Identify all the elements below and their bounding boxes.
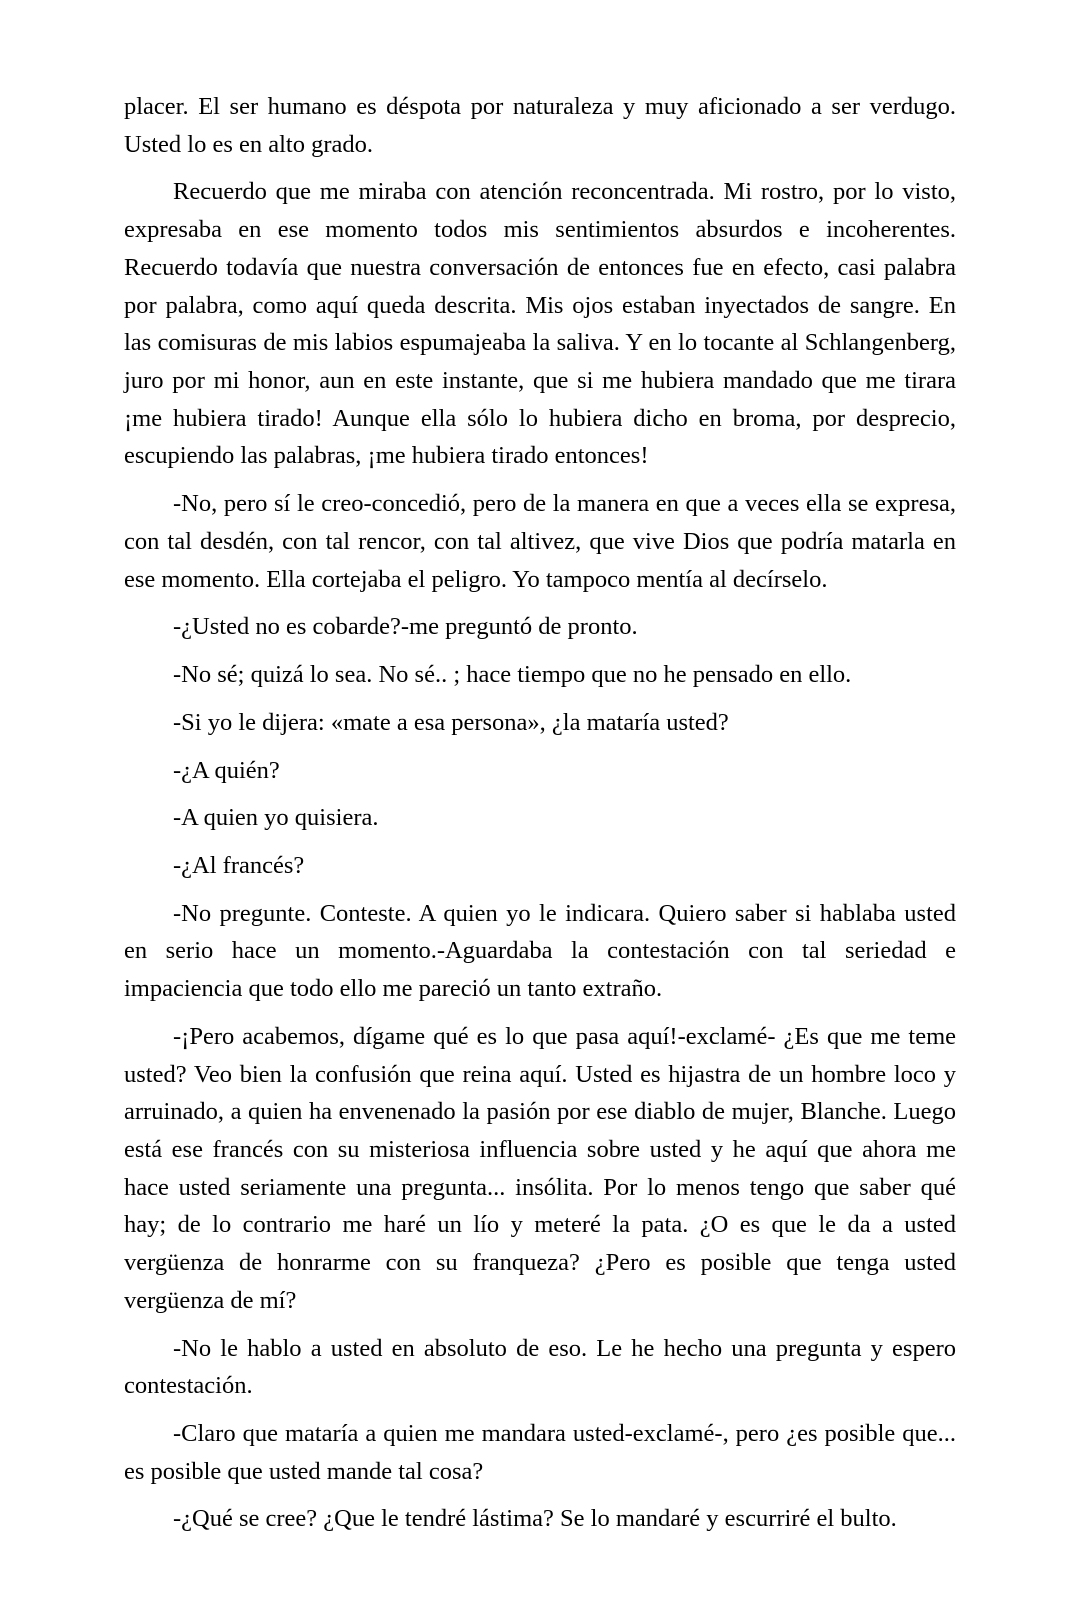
paragraph: Recuerdo que me miraba con atención reconcentrada. Mi rostro, por lo visto, expresaba en ese momento todos mis sentimientos absurdos e incoherentes. Recuerdo todavía que nuestra conversación de entonces fue en efecto, casi palabra por palabra, como aquí queda descrita. Mis ojos estaban inyectados de sangre. En las comisuras de mis labios espumajeaba la saliva. Y en lo tocante al Schlangenberg, juro por mi honor, aun en este instante, que si me hubiera mandado que me tirara ¡me hubiera tirado! Aunque ella sólo lo hubiera dicho en broma, por desprecio, escupiendo las palabras, ¡me hubiera tirado entonces! <box>124 178 956 470</box>
paragraph: -¿Qué se cree? ¿Que le tendré lástima? Se lo mandaré y escurriré el bulto. <box>173 1505 897 1533</box>
paragraph: -¿Al francés? <box>173 851 305 879</box>
paragraph: -No pregunte. Conteste. A quien yo le indicara. Quiero saber si hablaba usted en serio hace un momento.-Aguardaba la contestación con tal seriedad e impaciencia que todo ello me pareció un tanto extraño. <box>124 899 956 1003</box>
paragraph: -¡Pero acabemos, dígame qué es lo que pasa aquí!-exclamé- ¿Es que me teme usted? Veo bien la confusión que reina aquí. Usted es hijastra de un hombre loco y arruinado, a quien ha envenenado la pasión por ese diablo de mujer, Blanche. Luego está ese francés con su misteriosa influencia sobre usted y he aquí que ahora me hace usted seriamente una pregunta... insólita. Por lo menos tengo que saber qué hay; de lo contrario me haré un lío y meteré la pata. ¿O es que le da a usted vergüenza de honrarme con su franqueza? ¿Pero es posible que tenga usted vergüenza de mí? <box>124 1022 956 1314</box>
paragraph: -No, pero sí le creo-concedió, pero de la manera en que a veces ella se expresa, con tal desdén, con tal rencor, con tal altivez, que vive Dios que podría matarla en ese momento. Ella cortejaba el peligro. Yo tampoco mentía al decírselo. <box>124 490 956 593</box>
paragraph: -A quien yo quisiera. <box>173 804 379 832</box>
page-body-text <box>124 88 956 1538</box>
paragraph: -Claro que mataría a quien me mandara usted-exclamé-, pero ¿es posible que... es posible que usted mande tal cosa? <box>124 1420 956 1485</box>
paragraph: -¿Usted no es cobarde?-me preguntó de pronto. <box>173 613 638 641</box>
paragraph: -No le hablo a usted en absoluto de eso. Le he hecho una pregunta y espero contestación. <box>124 1334 956 1400</box>
paragraph: placer. El ser humano es déspota por naturaleza y muy aficionado a ser verdugo. Usted lo es en alto grado. <box>124 93 956 158</box>
paragraph: -No sé; quizá lo sea. No sé.. ; hace tiempo que no he pensado en ello. <box>173 661 852 689</box>
paragraph: -Si yo le dijera: «mate a esa persona», ¿la mataría usted? <box>173 708 729 736</box>
paragraph: -¿A quién? <box>173 756 280 784</box>
